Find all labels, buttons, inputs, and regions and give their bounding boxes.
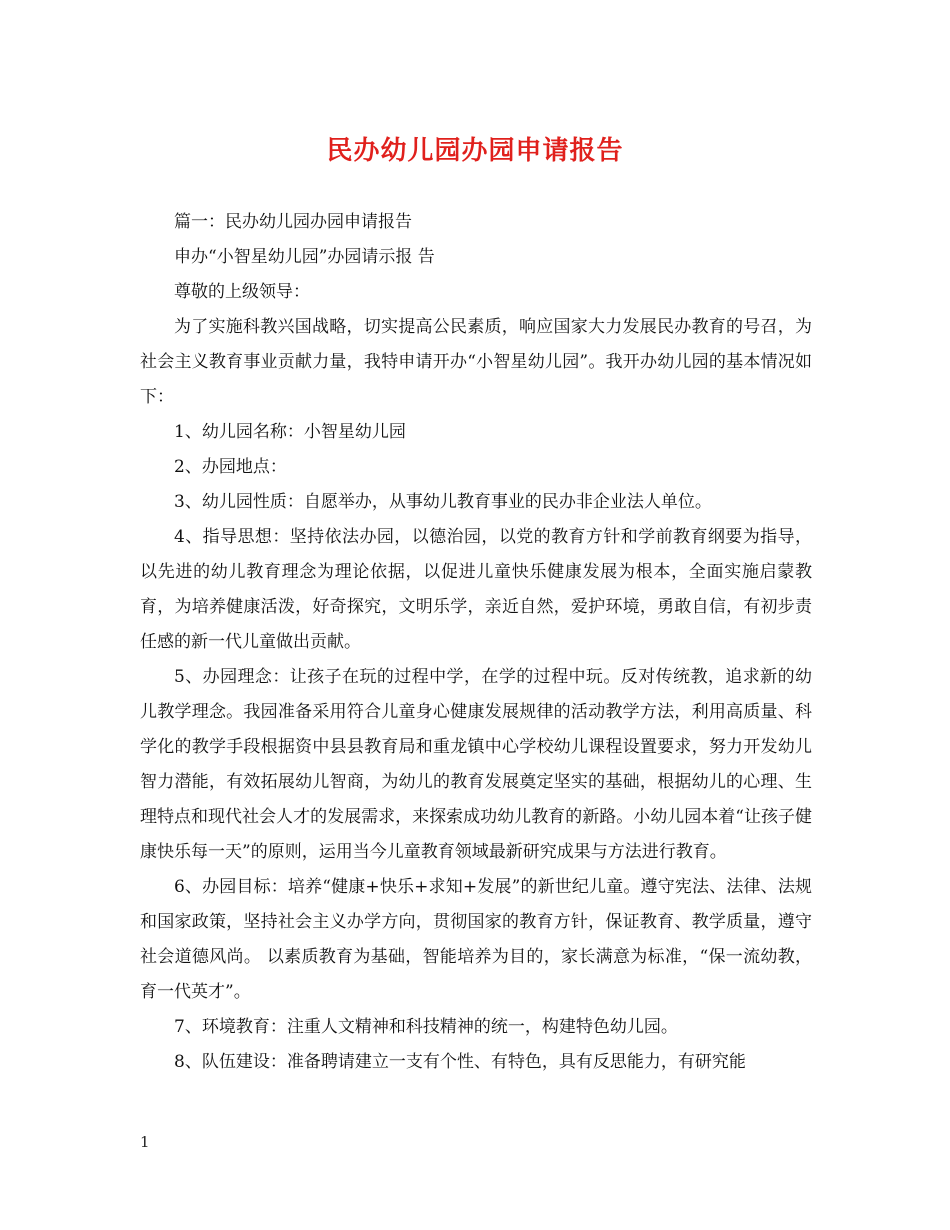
paragraph-item-1: 1、幼儿园名称：小智星幼儿园 xyxy=(174,422,406,442)
document-body xyxy=(140,205,812,1080)
paragraph-request-subtitle: 申办“小智星幼儿园”办园请示报 告 xyxy=(174,247,435,267)
paragraph-item-3: 3、幼儿园性质：自愿举办，从事幼儿教育事业的民办非企业法人单位。 xyxy=(174,492,712,512)
paragraph-introduction: 为了实施科教兴国战略，切实提高公民素质，响应国家大力发展民办教育的号召，为社会主义教育事业贡献力量，我特申请开办“小智星幼儿园”。我开办幼儿园的基本情况如下： xyxy=(140,317,812,407)
paragraph-item-6: 6、办园目标：培养“健康+快乐+求知+发展”的新世纪儿童。遵守宪法、法律、法规和国家政策，坚持社会主义办学方向，贯彻国家的教育方针，保证教育、教学质量，遵守社会道德风尚。 以素质教育为基础，智能培养为目的，家长满意为标准，“保一流幼教，育一代英才”。 xyxy=(140,877,812,1002)
paragraph-item-4: 4、指导思想：坚持依法办园，以德治园，以党的教育方针和学前教育纲要为指导，以先进的幼儿教育理念为理论依据，以促进儿童快乐健康发展为根本，全面实施启蒙教育，为培养健康活泼，好奇探究，文明乐学，亲近自然，爱护环境，勇敢自信，有初步责任感的新一代儿童做出贡献。 xyxy=(140,527,812,652)
paragraph-item-7: 7、环境教育：注重人文精神和科技精神的统一，构建特色幼儿园。 xyxy=(174,1017,678,1037)
paragraph-item-8: 8、队伍建设：准备聘请建立一支有个性、有特色，具有反思能力，有研究能 xyxy=(174,1052,746,1072)
document-title: 民办幼儿园办园申请报告 xyxy=(326,136,624,166)
paragraph-item-5: 5、办园理念：让孩子在玩的过程中学，在学的过程中玩。反对传统教，追求新的幼儿教学理念。我园准备采用符合儿童身心健康发展规律的活动教学方法，利用高质量、科学化的教学手段根据资中县县教育局和重龙镇中心学校幼儿课程设置要求，努力开发幼儿智力潜能，有效拓展幼儿智商，为幼儿的教育发展奠定坚实的基础，根据幼儿的心理、生理特点和现代社会人才的发展需求，来探索成功幼儿教育的新路。小幼儿园本着“让孩子健康快乐每一天”的原则，运用当今儿童教育领域最新研究成果与方法进行教育。 xyxy=(140,667,812,862)
page-number: 1 xyxy=(140,1133,150,1151)
paragraph-article-label: 篇一：民办幼儿园办园申请报告 xyxy=(174,212,412,232)
paragraph-salutation: 尊敬的上级领导： xyxy=(174,282,310,302)
paragraph-item-2: 2、办园地点： xyxy=(174,457,287,477)
